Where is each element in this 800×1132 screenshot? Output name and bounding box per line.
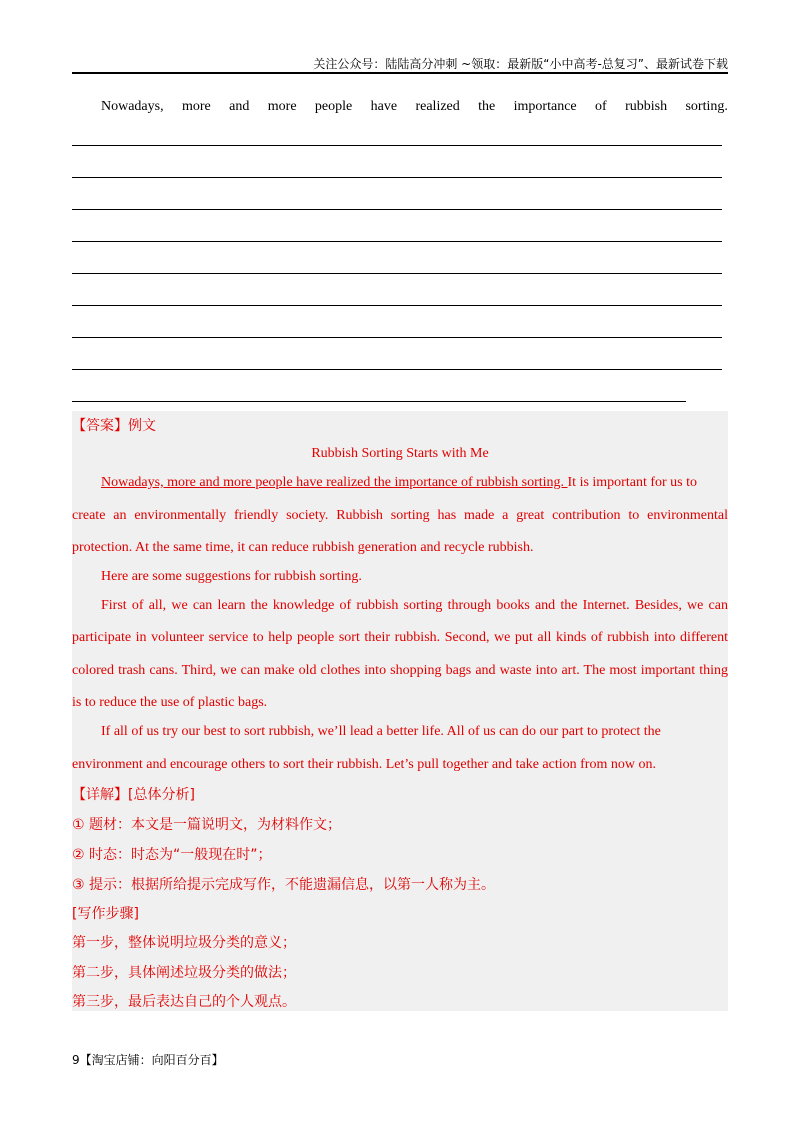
analysis-item: ① 题材：本文是一篇说明文，为材料作文； (72, 817, 341, 833)
page-footer: 9【淘宝店铺：向阳百分百】 (72, 1053, 224, 1067)
analysis-item: ③ 提示：根据所给提示完成写作，不能遗漏信息，以第一人称为主。 (72, 877, 495, 893)
writing-line (72, 369, 722, 370)
essay-p1-rest: It is important for us to (567, 475, 698, 490)
essay-p1-line3: protection. At the same time, it can reduce rubbish generation and recycle rubbish. (72, 540, 534, 555)
essay-title: Rubbish Sorting Starts with Me (311, 446, 489, 461)
prompt-word: the (478, 99, 496, 114)
prompt-word: people (314, 99, 353, 114)
essay-p4-line2: environment and encourage others to sort their rubbish. Let’s pull together and take action from now on. (72, 757, 656, 772)
essay-p2: Here are some suggestions for rubbish sorting. (101, 569, 362, 584)
prompt-word: and (229, 99, 250, 114)
writing-line (72, 337, 722, 338)
essay-p3-line4: is to reduce the use of plastic bags. (72, 695, 268, 710)
essay-p3-line3: colored trash cans. Third, we can make old clothes into shopping bags and waste into art. The most important thing (72, 663, 728, 678)
prompt-word: realized (415, 99, 460, 114)
prompt-word: more (182, 99, 211, 114)
essay-p1-line2: create an environmentally friendly society. Rubbish sorting has made a great contribution to environmental (72, 508, 728, 523)
writing-line (72, 145, 722, 146)
prompt-word: of (595, 99, 607, 114)
writing-line (72, 241, 722, 242)
answer-label: 【答案】例文 (72, 418, 156, 434)
step-item: 第二步，具体阐述垃圾分类的做法； (72, 965, 296, 981)
essay-p4-line1: If all of us try our best to sort rubbish, we’ll lead a better life. All of us can do our part to protect the (101, 724, 661, 739)
prompt-word: rubbish (625, 99, 668, 114)
writing-line (72, 273, 722, 274)
essay-p3-line1: First of all, we can learn the knowledge of rubbish sorting through books and the Internet. Besides, we can (101, 598, 728, 613)
prompt-first-line (72, 97, 728, 117)
answer-section (72, 411, 728, 1011)
header-text: 关注公众号：陆陆高分冲刺 ~领取：最新版“小中高考-总复习”、最新试卷下载 (313, 57, 728, 71)
prompt-word: have (370, 99, 398, 114)
step-item: 第一步，整体说明垃圾分类的意义； (72, 935, 296, 951)
prompt-word: importance (513, 99, 577, 114)
steps-label: [写作步骤] (72, 906, 139, 922)
writing-line (72, 177, 722, 178)
essay-p3-line2: participate in volunteer service to help people sort their rubbish. Second, we put all kinds of rubbish into different (72, 630, 728, 645)
step-item: 第三步，最后表达自己的个人观点。 (72, 994, 296, 1010)
essay-opening-underlined: Nowadays, more and more people have realized the importance of rubbish sorting. (101, 475, 568, 490)
essay-p1-line1 (101, 474, 697, 492)
analysis-label: 【详解】[总体分析] (72, 787, 195, 803)
prompt-word: sorting. (685, 99, 728, 114)
prompt-word: Nowadays, (101, 99, 164, 114)
writing-line (72, 209, 722, 210)
writing-line (72, 305, 722, 306)
writing-line (72, 401, 686, 402)
prompt-word: more (267, 99, 297, 114)
page-header (72, 56, 728, 74)
analysis-item: ② 时态：时态为“一般现在时”； (72, 847, 272, 863)
